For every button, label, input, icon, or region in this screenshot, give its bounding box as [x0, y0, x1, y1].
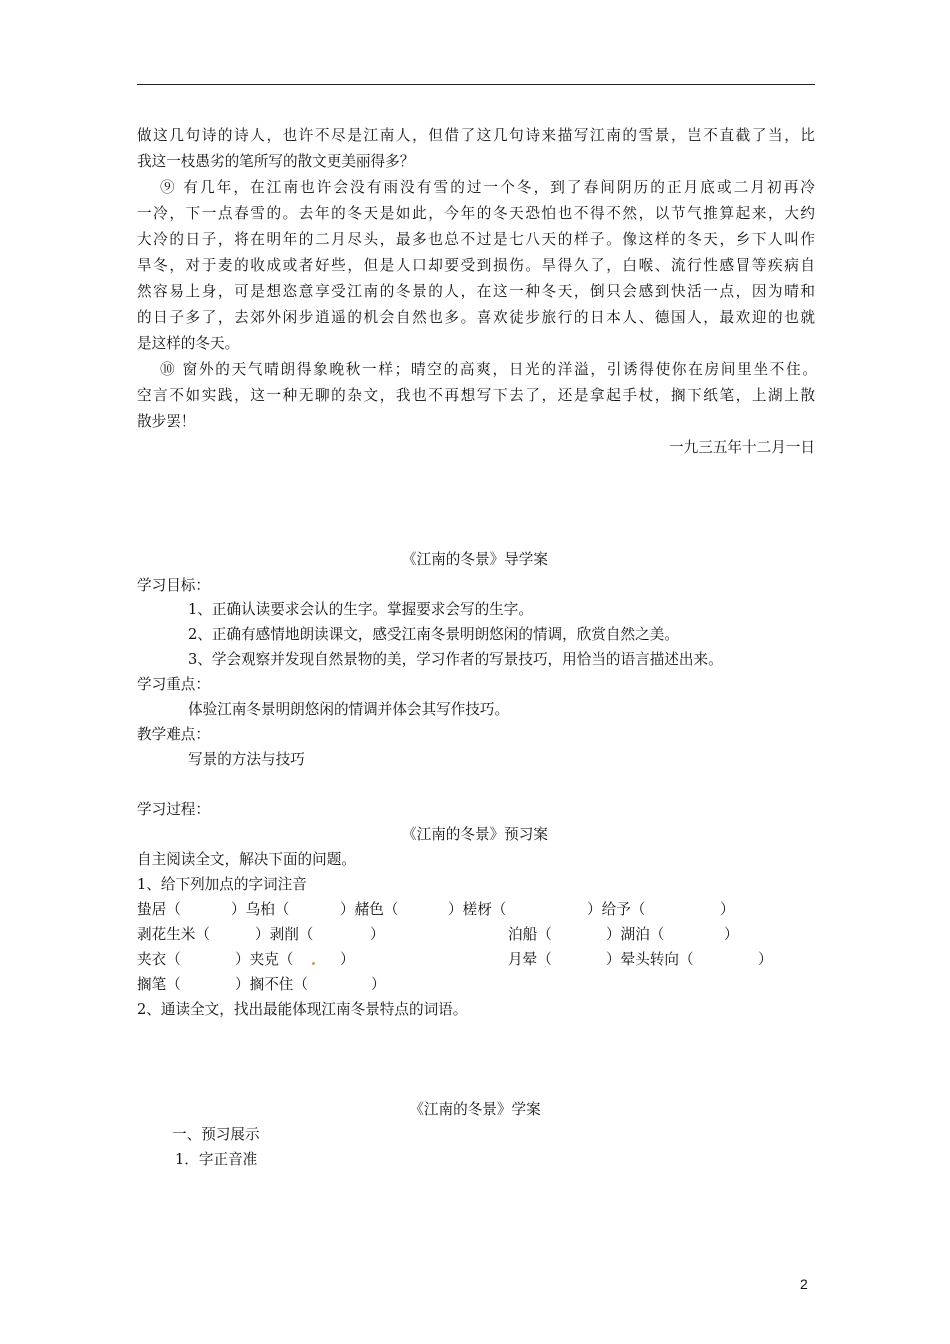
word-blank: ） — [371, 976, 386, 993]
word-blank: ）剥削（ — [255, 926, 314, 943]
word-blank: 泊船（ — [508, 926, 552, 943]
essay-line: 旱冬，对于麦的收成或者好些，但是人口却要受到损伤。旱得久了，白喉、流行性感冒等疾病自 — [137, 257, 815, 274]
word-blank: ）给予（ — [587, 901, 646, 918]
word-blank: ） — [758, 951, 773, 968]
process-heading: 学习过程： — [137, 801, 210, 818]
objective-item: 3、学会观察并发现自然景物的美，学习作者的写景技巧，用恰当的语言描述出来。 — [188, 651, 723, 668]
word-blank: ）赭色（ — [340, 901, 399, 918]
essay-line: 我这一枝愚劣的笔所写的散文更美丽得多？ — [137, 153, 415, 170]
word-blank: ）晕头转向（ — [606, 951, 694, 968]
objective-item: 2、正确有感情地朗读课文，感受江南冬景明朗悠闲的情调，欣赏自然之美。 — [188, 626, 679, 643]
section-heading: 一、预习展示 — [172, 1126, 260, 1143]
word-blank: ）槎枒（ — [448, 901, 507, 918]
word-blank: 夹衣（ — [137, 951, 181, 968]
essay-line: 是这样的冬天。 — [137, 335, 240, 352]
header-rule — [137, 84, 815, 85]
focus-heading: 学习重点： — [137, 676, 210, 693]
word-blank: 剥花生米（ — [137, 926, 210, 943]
essay-line: 空言不如实践，这一种无聊的杂文，我也不再想写下去了，还是拿起手杖，搁下纸笔，上湖上散 — [137, 387, 815, 404]
word-blank: 搁笔（ — [137, 976, 181, 993]
word-blank: ）搁不住（ — [235, 976, 308, 993]
difficulty-text: 写景的方法与技巧 — [188, 751, 305, 768]
word-blank: ）湖泊（ — [606, 926, 665, 943]
word-blank: ） — [370, 926, 385, 943]
essay-line: ⑨ 有几年，在江南也许会没有雨没有雪的过一个冬，到了春间阴历的正月底或二月初再冷 — [160, 179, 815, 196]
preview-title: 《江南的冬景》预习案 — [402, 826, 548, 843]
study-title: 《江南的冬景》学案 — [409, 1101, 541, 1118]
emphasis-dot — [312, 962, 315, 965]
essay-line: ⑩ 窗外的天气晴朗得象晚秋一样；晴空的高爽，日光的洋溢，引诱得使你在房间里坐不住。 — [160, 361, 817, 378]
guide-title: 《江南的冬景》导学案 — [402, 551, 548, 568]
difficulty-heading: 教学难点： — [137, 726, 210, 743]
objective-item: 1、正确认读要求会认的生字。掌握要求会写的生字。 — [188, 601, 533, 618]
essay-line: 的日子多了，去郊外闲步逍遥的机会自然也多。喜欢徒步旅行的日本人、德国人，最欢迎的也就 — [137, 309, 815, 326]
question-1: 1、给下列加点的字词注音 — [137, 876, 307, 893]
essay-line: 大冷的日子，将在明年的二月尽头，最多也总不过是七八天的样子。像这样的冬天，乡下人叫作 — [137, 231, 815, 248]
word-blank: ）夹克（ — [235, 951, 294, 968]
essay-line: 然容易上身，可是想恣意享受江南的冬景的人，在这一种冬天，倒只会感到快活一点，因为晴和 — [137, 283, 815, 300]
word-blank: 月晕（ — [508, 951, 552, 968]
word-blank: ） — [720, 901, 735, 918]
word-blank: ） — [340, 951, 355, 968]
word-blank: 蛰居（ — [137, 901, 181, 918]
focus-text: 体验江南冬景明朗悠闲的情调并体会其写作技巧。 — [188, 701, 510, 718]
question-2: 2、通读全文，找出最能体现江南冬景特点的词语。 — [137, 1001, 468, 1018]
section-item: 1．字正音准 — [175, 1151, 258, 1168]
essay-line: 散步罢！ — [137, 413, 196, 430]
preview-intro: 自主阅读全文，解决下面的问题。 — [137, 851, 356, 868]
page-number: 2 — [800, 1276, 808, 1292]
word-blank: ） — [724, 926, 739, 943]
essay-line: 一冷，下一点春雪的。去年的冬天是如此，今年的冬天恐怕也不得不然，以节气推算起来，大约 — [137, 205, 815, 222]
word-blank: ）乌桕（ — [231, 901, 290, 918]
essay-line: 做这几句诗的诗人，也许不尽是江南人，但借了这几句诗来描写江南的雪景，岂不直截了当，比 — [137, 127, 815, 144]
essay-date: 一九三五年十二月一日 — [669, 439, 815, 456]
objectives-heading: 学习目标： — [137, 577, 210, 594]
